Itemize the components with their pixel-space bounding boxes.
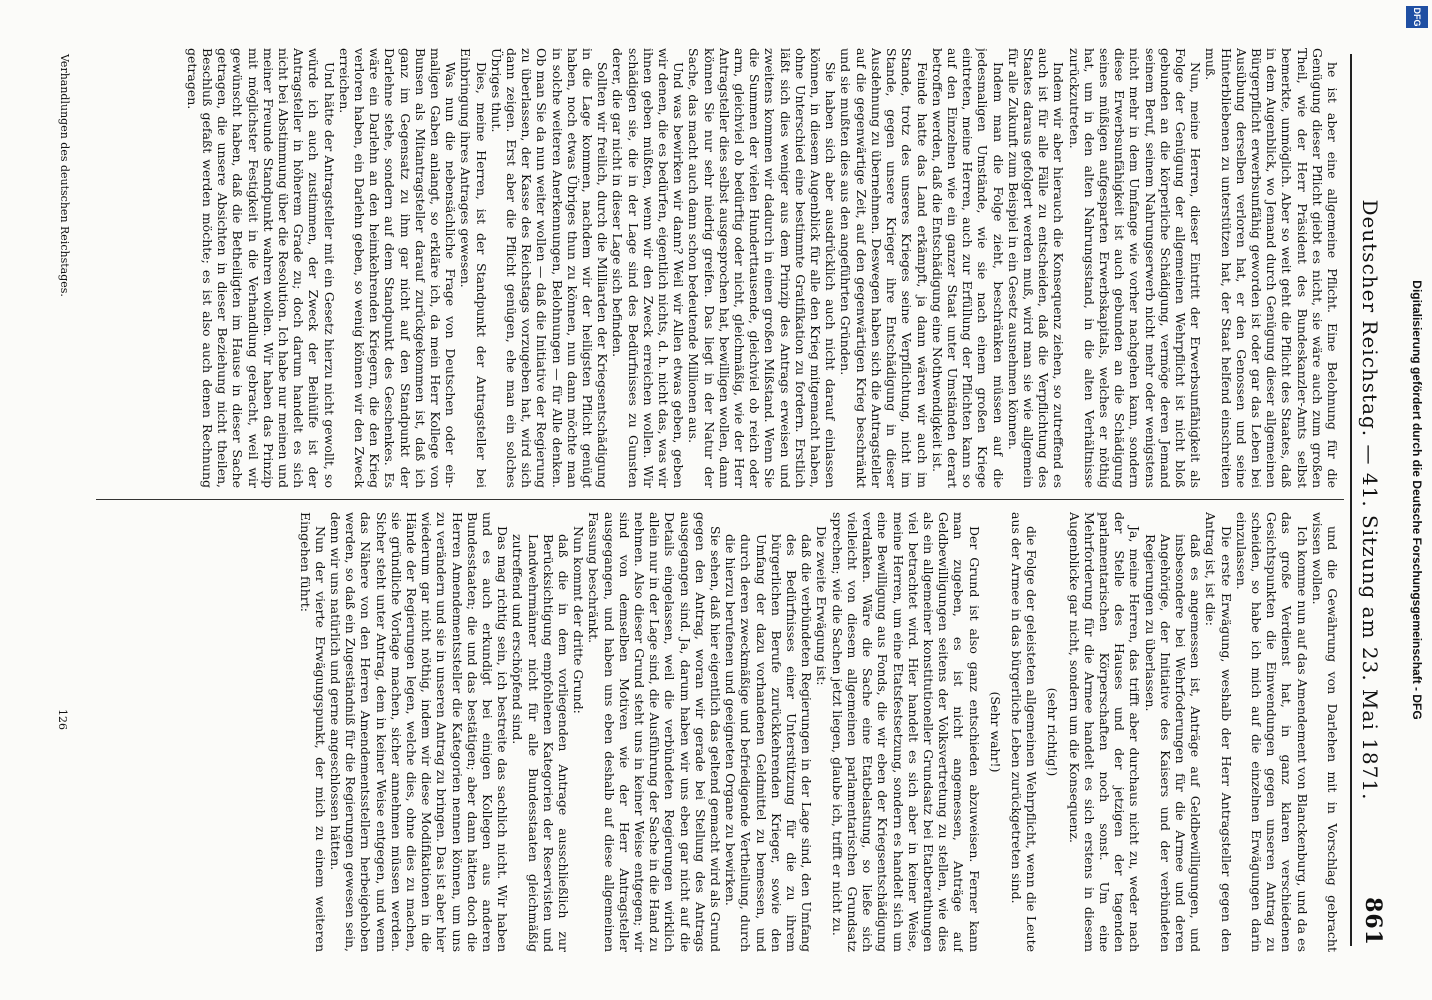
paragraph: (Sehr wahr!) (987, 691, 1003, 773)
column-right (92, 512, 1340, 952)
paragraph: he ist aber eine allgemeine Pflicht. Eine Belohnung für die Genügung dieser Pflicht giebt es nicht, sie wäre auch zum großen Theil, wie der Herr Präsident des Bundeskanzler-Amts selbst bemerkte, unmöglich. Aber so weit geht die Pflicht des Staates, daß in dem Augenblick, wo Jemand durch Genügung dieser allgemeinen Bürgerpflicht erwerbsunfähig geworden ist oder gar das Leben bei Ausübung derselben verloren hat, er den Genossen und seine Hinterbliebenen zu unterstützen hat, der Staat helfend einschreiten muß. (1203, 48, 1340, 488)
paragraph: die Folge der geleisteten allgemeinen Wehrpflicht, wenn die Leute aus der Armee in das bürgerliche Leben zurückgetreten sind. (1008, 512, 1040, 952)
newspaper-page (36, 30, 1396, 970)
header-title: Deutscher Reichstag. — 41. Sitzung am 23. Mai 1871. (1358, 199, 1382, 801)
footer-note: Verhandlungen des deutschen Reichstages. (58, 54, 71, 297)
paragraph: Und hätte der Antragsteller mit ein Gesetz hierzu nicht gewollt, so würde ich auch zustimmen, der Zweck der Beihülfe ist der Antragsteller in höherem Grade zu; doch darum handelt es sich nicht bei Abstimmung über die Resolution. Ich habe nur meinen und meiner Freunde Standpunkt wahren wollen. Wir haben das Prinzip mit möglichster Festigkeit in die Verhandlung gebracht, weil wir gewünscht haben, daß die Betheiligten im Hause in dieser Sache getragen, die unsere Absichten in dieser Beziehung nicht theilen, Beschluß gefaßt werden möchte; es ist also auch denen Rechnung getragen. (184, 48, 337, 488)
paragraph: Nun kommt der dritte Grund: (571, 526, 587, 714)
paragraph: Indem man die Folge zieht, beschränken müssen auf die jedesmaligen Umstände, wie sie nach einem großen Kriege eintreten, meine Herren, auch zur Erfüllung der Pflichten kann so auf den Einzelnen wie ein ganzer Staat unter Umständen derart betroffen werden, daß die Entschädigung eine Nothwendigkeit ist. (929, 48, 1006, 488)
paragraph: Das mag richtig sein, ich bestreite das sachlich nicht. Wir haben und es auch erkundigt bei einigen Kollegen aus anderen Bundesstaaten; die und das bestätigen; aber dann hätten doch die Herren Amendementssteller die Kategorien nennen können, um uns zu verändern und sie in unseren Antrag zu bringen. Das ist aber hier wiederum gar nicht nöthig, indem wir diese Modifikationen in die Hände der Regierungen legen, welche dies, ohne dies zu machen, sie gründliche Vorlage machen, sicher annehmen müssen werden. Sicher steht unter Antrag, dem in keiner Weise entgegen, und wenn das Nähere von den Herren Amendementsstellern herbeigehoben werden, so daß ein Zugeständniß für die Regierungen gewesen sein, denn wir uns natürlich und gerne angeschlossen hätten. (328, 512, 511, 952)
header-page-number: 861 (1360, 897, 1386, 946)
paragraph: Sie haben sich aber ausdrücklich auch nicht darauf einlassen können, in diesem Augenblick für alle den Krieg mitgemacht haben, ohne Unterschied eine bestimmte Gratifikation zu fordern. Erstlich läßt sich dies weniger aus dem Prinzip des Antrags erweisen und zweitens kommen wir dadurch in einen großen Mißstand. Wenn Sie die Summen der vielen Hunderttausende, gleichviel ob reich oder arm, gleichviel ob bedürftig oder nicht, gleichmäßig, wie der Herr Antragsteller dies selbst ausgesprochen hat, bewilligen wollen, dann können Sie nur sehr niedrig greifen. Das liegt in der Natur der Sache, das macht auch dann schon bedeutende Millionen aus. (686, 48, 839, 488)
paragraph: Und was bewirken wir dann? Weil wir Allen etwas geben, geben wir denen, die es bedürfen, eigentlich nichts, d. h. nicht das, was wir ihnen geben müßten, wenn wir den Zweck erreichen wollen. Wir schädigen sie, die in der Lage sind des Bedürfnisses zu Gunsten derer, die gar nicht in dieser Lage sich befinden. (610, 48, 687, 488)
paragraph: Die erste Erwägung, weshalb der Herr Antragsteller gegen den Antrag ist, ist die: (1203, 512, 1234, 952)
paragraph: daß es angemessen ist, Anträge auf Geldbewilligungen, und insbesondere bei Wehrfoderungen für die Armee und deren Angehörige, der Initiative des Kaisers und der verbündeten Regierungen zu überlassen. (1142, 534, 1204, 952)
paragraph: Nun, meine Herren, dieser Eintritt der Erwerbsunfähigkeit als Folge der Genügung der allgemeinen Wehrpflicht ist nicht bloß gebunden an die körperliche Schädigung, vermöge deren Jemand seinem Beruf, seinem Nahrungserwerb nicht mehr oder wenigstens nicht mehr in dem Umfange wie vorher nachgehen kann, sondern diese Erwerbsunfähigkeit ist auch gebunden an die Schädigung seines müßigen aufgesparten Erwerbskapitals, welches er nöthig hat, um in den alten Nahrungsstand, in die alten Verhältnisse zurückzutreten. (1066, 48, 1204, 488)
paragraph: Feinde hatte das Land erkämpft, ja dann wären wir auch im Stande, trotz des unseres Krieges seine Verpflichtung, nicht im Stande, gegen unsere Krieger ihre Entschädigung in dieser Ausdehnung zu übernehmen. Deswegen haben sich die Antragsteller auf die gegenwärtige Zeit, auf den gegenwärtigen Krieg beschränkt und sie mußten dies aus den angeführten Gründen. (838, 48, 930, 488)
page-header (1350, 54, 1386, 946)
paragraph: Dies, meine Herren, ist der Standpunkt der Antragsteller bei Einbringung ihres Antrages gewesen. (458, 48, 489, 488)
paragraph: Sie sehen, daß hier eigentlich das geltend gemacht wird als Grund gegen den Antrag, woran wir gerade bei Stellung des Antrags ausgegangen sind. Ja, darum haben wir uns eben gar nicht auf die Details eingelassen, weil die verbündeten Regierungen wirklich allein nur in der Lage sind, die Ausführung der Sache in die Hand zu nehmen. Also dieser Grund steht uns in keiner Weise entgegen; wir sind von demselben Motiven wie der Herr Antragsteller ausgegangen, und haben uns eben deshalb auf diese allgemeinen Fassung beschränkt. (586, 512, 724, 952)
dfg-credit-text: Digitalisierung gefördert durch die Deutsche Forschungsgemeinschaft - DFG (1410, 280, 1424, 720)
paragraph: Nun der vierte Erwägungspunkt, der mich zu einem weiteren Eingehen führt: (297, 512, 328, 952)
paragraph: Was nun die nebensächliche Frage von Deutschen oder ein-maligen Gaben anlangt, so erkläre ich, da mein Herr Kollege von Bunsen als Mitantragsteller darauf zurückgekommen ist, daß ich ganz im Gegensatz zu ihm gar nicht auf den Standpunkt der Darlehne stehe, sondern auf dem Standpunkt des Geschenkes. Es wäre ein Darlehn an den heimkehrenden Kriegern, die den Krieg verloren haben, ein Darlehn geben, so wenig können wir den Zweck erreichen. (336, 48, 459, 488)
paragraph: Ja, meine Herren, das trifft aber durchaus nicht zu, weder nach der Stelle des Hauses und der jetzigen der tagenden parlamentarischen Körperschaften noch sonst. Um eine Mehrforderung für die Armee handelt es sich erstens in diesem Augenblicke gar nicht, sondern um die Konsequenz. (1066, 512, 1143, 952)
paragraph: daß die verbündeten Regierungen in der Lage sind, den Umfang des Bedürfnisses einer Unterstützung für die zu ihrem bürgerlichen Berufe zurückkehrenden Krieger, sowie den Umfang der dazu vorhandenen Geldmittel zu bemessen, und durch deren zweckmäßige und befriedigende Vertheilung, durch die hierzu berufenen und geeigneten Organe zu bewirken. (723, 534, 815, 952)
paragraph: (sehr richtig!) (1045, 687, 1061, 777)
paragraph: Die zweite Erwägung ist: (814, 526, 830, 686)
column-divider (96, 499, 1344, 500)
dfg-logo-icon: DFG (1406, 6, 1428, 28)
paragraph: Indem wir aber hierauch die Konsequenz ziehen, so zutreffend es auch ist für alle Fälle zu entscheiden, daß die Verpflichtung des Staates daraus gefolgert werden muß, wird man sie wie allgemein für alle Zukunft zum Beispiel in ein Gesetz ausnehmen können. (1005, 48, 1067, 488)
paragraph: Sollten wir freilich, durch die Milliarden der Kriegsentschädigung in die Lage kommen, nachdem wir der heiligsten Pflicht genügt haben, noch etwas Übriges thun zu können, nun dann möchte man in solche weiteren Anerkennungen, Belohnungen — für Alle denken. Ob man Sie da nun weiter wollen — daß die Initiative der Regierung zu überlassen, der Kasse des Reichstags vorzugeben hat, wird sich dann zeigen. Erst aber die Pflicht genügen, ehe man ein solches Übriges thut. (488, 48, 611, 488)
paragraph: Ich komme nun auf das Amendement von Blanckenburg, und da es das große Verdienst hat, in ganz klaren verschiedenen Gesichtspunkten die Einwendungen gegen unseren Antrag zu scheiden, so habe ich mich auf die einzelnen Erwägungen darin einzulassen. (1233, 512, 1310, 952)
paragraph: und die Gewährung von Darlehen mit in Vorschlag gebracht wissen wollen. (1309, 512, 1340, 952)
column-left (92, 48, 1340, 488)
paragraph: Der Grund ist also ganz entschieden abzuweisen. Ferner kann man zugeben, es ist nicht angemessen, Anträge auf Geldbewilligungen seitens der Volksvertretung zu stellen, wie dies als ein allgemeiner konstitutioneller Grundsatz bei Etatberathungen viel betrachtet wird. Hier handelt es sich aber in keiner Weise, meine Herren, um eine Etatsfestsetzung, sondern es handelt sich um eine Bewilligung aus Fonds, die wir eben der Kriegsentschädigung verdanken. Wäre die Sache eine Etatbelastung, so ließe sich vielleicht von diesem allgemeinen parlamentarischen Grundsatz sprechen; wie die Sachen jetzt liegen, glaube ich, trifft er nicht zu. (829, 512, 982, 952)
dfg-credit-strip (1402, 0, 1432, 1000)
page-number: 126 (56, 709, 69, 730)
paragraph: daß die in dem vorliegenden Antrage ausschließlich zur Berücksichtigung empfohlenen Kategorien der Reservisten und Landwehrmänner nicht für alle Bundesstaaten gleichmäßig zutreffend und erschöpfend sind. (510, 534, 572, 952)
